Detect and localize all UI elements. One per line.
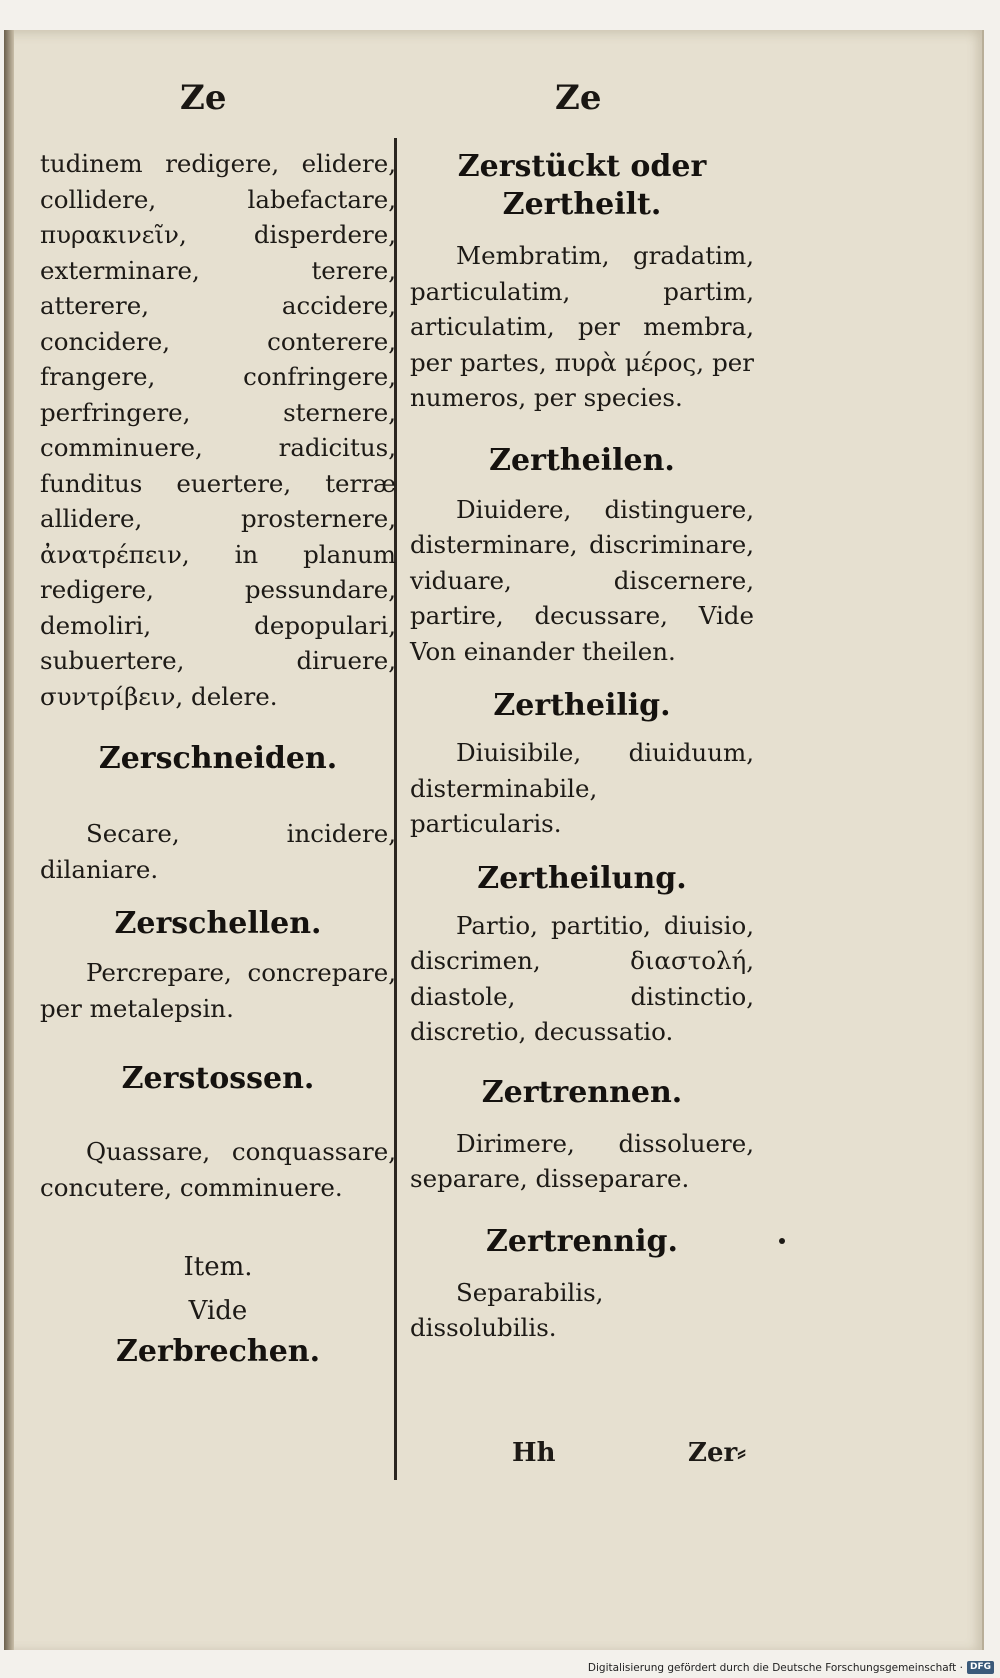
headword-zerstueckt: Zerstückt oder Zertheilt. — [457, 149, 707, 222]
signature-mark: Hh — [512, 1438, 556, 1468]
entry-text-zerschellen: Percrepare, concrepare, per metalepsin. — [40, 958, 396, 1023]
right-column — [410, 148, 754, 1346]
headword-zertheilig: Zertheilig. — [493, 688, 671, 723]
headword-zerstossen: Zerstossen. — [121, 1061, 315, 1096]
ink-speck — [779, 1238, 785, 1244]
running-head-left: Ze — [180, 78, 227, 118]
cross-ref-vide: Vide — [188, 1296, 248, 1326]
headword-zertheilung: Zertheilung. — [477, 860, 687, 896]
entry-continuation-text: tudinem redigere, elidere, collidere, labefactare, πυρακινεῖν, disperdere, exterminare, terere, atterere, accidere, concidere, conterere, frangere, confringere, perfringere, sternere, comminuere, radicitus, funditus euertere, terræ allidere, prosternere, ἀνατρέπειν, in planum redigere, pessundare, demoliri, depopulari, subuertere, diruere, συντρίβειν, delere. — [40, 149, 396, 711]
entry-text-zertrennig: Separabilis, dissolubilis. — [410, 1277, 604, 1342]
page-spine-shadow — [4, 30, 14, 1650]
headword-zertrennig: Zertrennig. — [486, 1223, 678, 1259]
catchword: Zer⸗ — [688, 1438, 746, 1468]
entry-text-zertheilen: Diuidere, distinguere, disterminare, discriminare, viduare, discernere, partire, decussare, Vide Von einander theilen. — [410, 494, 754, 666]
entry-text-zerschneiden: Secare, incidere, dilaniare. — [40, 819, 396, 884]
cross-ref-target: Zerbrechen. — [115, 1334, 321, 1369]
entry-text-zerstueckt: Membratim, gradatim, particulatim, partim, articulatim, per membra, per partes, πυρὰ μέρος, per numeros, per species. — [410, 241, 754, 412]
left-column — [40, 146, 396, 1371]
entry-text-zertrennen: Dirimere, dissoluere, separare, disseparare. — [410, 1128, 754, 1193]
entry-text-zertheilig: Diuisibile, diuiduum, disterminabile, particularis. — [410, 738, 754, 838]
headword-zertrennen: Zertrennen. — [481, 1074, 683, 1110]
headword-zertheilen: Zertheilen. — [489, 442, 675, 478]
headword-zerschneiden: Zerschneiden. — [98, 741, 338, 776]
cross-ref-item: Item. — [183, 1252, 253, 1282]
running-head-right: Ze — [555, 78, 602, 118]
headword-zerschellen: Zerschellen. — [114, 906, 322, 941]
entry-text-zertheilung: Partio, partitio, diuisio, discrimen, διαστολή, diastole, distinctio, discretio, decussatio. — [410, 910, 754, 1046]
digitization-footer — [588, 1661, 994, 1674]
entry-text-zerstossen: Quassare, conquassare, concutere, comminuere. — [40, 1137, 396, 1202]
footer-credit: Digitalisierung gefördert durch die Deutsche Forschungsgemeinschaft · — [587, 1661, 963, 1674]
dfg-logo: DFG — [967, 1661, 994, 1674]
